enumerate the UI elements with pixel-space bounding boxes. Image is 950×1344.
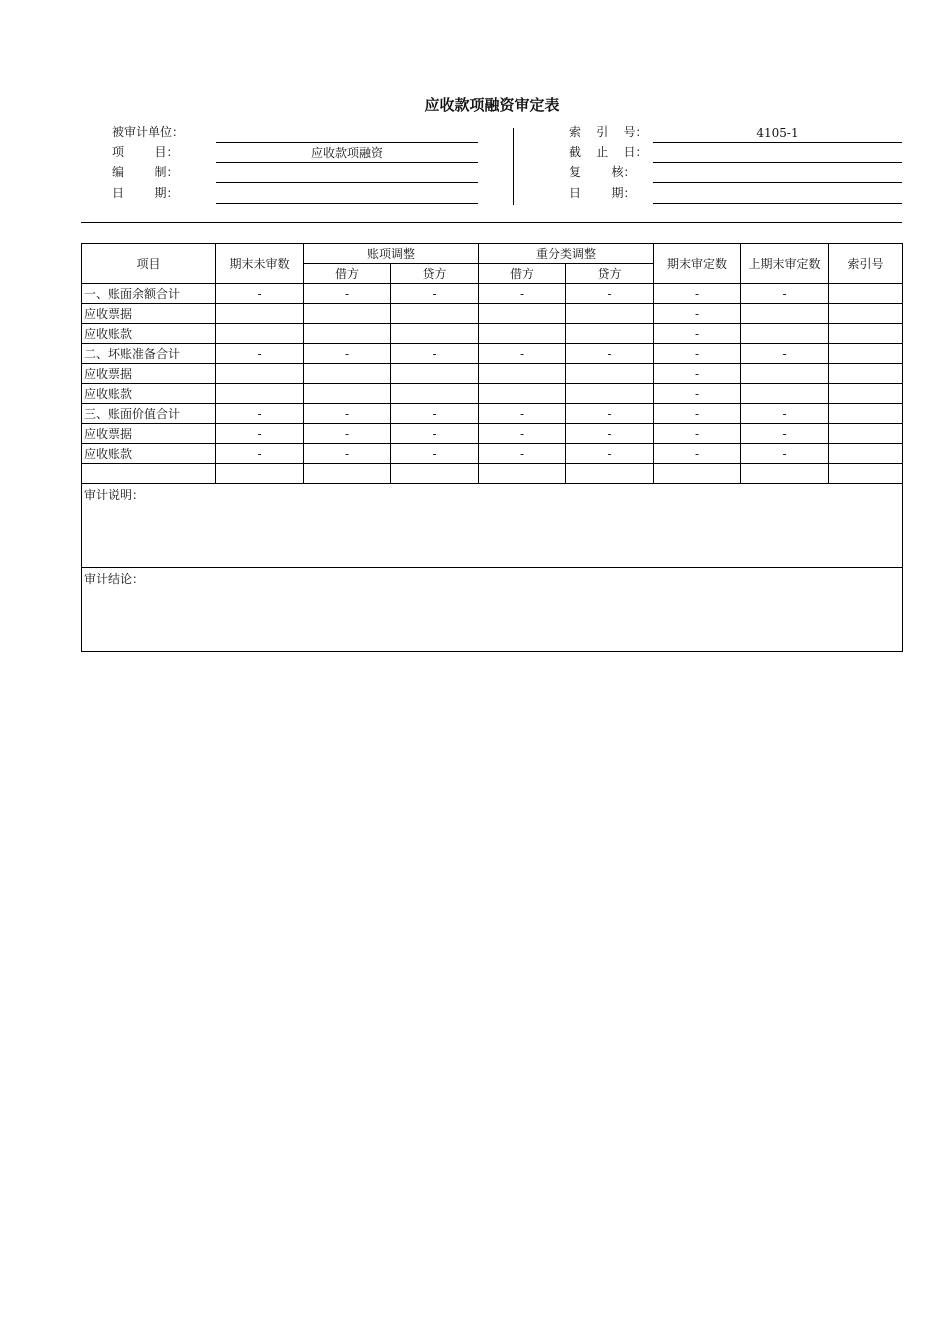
row-value-cell[interactable]: [566, 384, 654, 404]
row-value-cell[interactable]: [479, 304, 566, 324]
table-row: [82, 404, 903, 424]
row-value-cell[interactable]: -: [479, 344, 566, 364]
row-value-cell[interactable]: [216, 364, 304, 384]
row-value-cell[interactable]: -: [304, 404, 391, 424]
table-row: [82, 364, 903, 384]
col-audited-header: 期末审定数: [654, 244, 741, 284]
row-value-cell[interactable]: -: [566, 344, 654, 364]
reviewed-by-label: 复 核：: [569, 165, 636, 179]
row-value-cell[interactable]: [479, 364, 566, 384]
row-value-cell[interactable]: [391, 324, 479, 344]
prepared-by-label: 编 制：: [112, 165, 179, 179]
row-value-cell[interactable]: [304, 304, 391, 324]
cutoff-date-field[interactable]: [653, 143, 902, 163]
row-value-cell[interactable]: -: [304, 344, 391, 364]
audit-conclusion-label: 审计结论：: [84, 572, 145, 586]
row-value-cell[interactable]: -: [304, 424, 391, 444]
row-value-cell[interactable]: -: [654, 344, 741, 364]
row-value-cell[interactable]: -: [654, 364, 741, 384]
row-value-cell[interactable]: [479, 384, 566, 404]
audit-notes-cell[interactable]: [82, 484, 903, 568]
row-value-cell[interactable]: -: [566, 404, 654, 424]
row-value-cell[interactable]: -: [654, 444, 741, 464]
col-unaudited-header: 期末未审数: [216, 244, 304, 284]
row-value-cell[interactable]: -: [566, 424, 654, 444]
project-label: 项 目：: [112, 145, 179, 159]
row-value-cell[interactable]: [654, 464, 741, 484]
row-value-cell[interactable]: -: [391, 344, 479, 364]
page-title: 应收款项融资审定表: [424, 96, 560, 114]
prepared-by-field[interactable]: [216, 163, 478, 183]
row-item-label: 应收票据: [82, 364, 216, 384]
table-row: [82, 424, 903, 444]
row-item-label: 一、账面余额合计: [82, 284, 216, 304]
row-value-cell[interactable]: [829, 424, 903, 444]
row-value-cell[interactable]: -: [304, 444, 391, 464]
review-date-field[interactable]: [653, 184, 902, 204]
row-value-cell[interactable]: -: [741, 344, 829, 364]
row-value-cell[interactable]: -: [654, 424, 741, 444]
row-value-cell[interactable]: [304, 364, 391, 384]
review-date-label: 日 期：: [569, 186, 636, 200]
row-item-label: 应收票据: [82, 304, 216, 324]
row-value-cell[interactable]: -: [654, 384, 741, 404]
row-value-cell[interactable]: -: [216, 284, 304, 304]
row-value-cell[interactable]: -: [216, 404, 304, 424]
row-value-cell[interactable]: [829, 344, 903, 364]
table-row: [82, 304, 903, 324]
row-value-cell[interactable]: [304, 384, 391, 404]
row-item-label: 应收账款: [82, 384, 216, 404]
row-value-cell[interactable]: -: [654, 304, 741, 324]
col-debit2-header: 借方: [479, 264, 566, 284]
row-value-cell[interactable]: -: [216, 444, 304, 464]
row-item-label: 应收票据: [82, 424, 216, 444]
row-value-cell[interactable]: [391, 304, 479, 324]
col-debit-header: 借方: [304, 264, 391, 284]
table-row: [82, 284, 903, 304]
table-row: [82, 344, 903, 364]
row-value-cell[interactable]: -: [741, 424, 829, 444]
row-value-cell[interactable]: [829, 444, 903, 464]
row-value-cell[interactable]: [566, 464, 654, 484]
row-item-label: 应收账款: [82, 444, 216, 464]
row-value-cell[interactable]: [566, 304, 654, 324]
row-value-cell[interactable]: [741, 304, 829, 324]
row-value-cell[interactable]: [216, 324, 304, 344]
prepared-date-label: 日 期：: [112, 186, 179, 200]
row-value-cell[interactable]: [304, 324, 391, 344]
row-item-label: 应收账款: [82, 324, 216, 344]
table-row: [82, 444, 903, 464]
row-value-cell[interactable]: [741, 364, 829, 384]
table-body: [82, 284, 903, 484]
row-value-cell[interactable]: [566, 364, 654, 384]
row-value-cell[interactable]: [829, 284, 903, 304]
row-value-cell[interactable]: -: [566, 284, 654, 304]
row-value-cell[interactable]: [741, 384, 829, 404]
header-divider: [513, 128, 514, 205]
row-item-label: [82, 464, 216, 484]
header-rule: [81, 222, 902, 223]
table-row: [82, 384, 903, 404]
col-acct-adj-header: 账项调整: [304, 244, 479, 264]
row-value-cell[interactable]: -: [654, 324, 741, 344]
col-item-header: 项目: [82, 244, 216, 284]
row-value-cell[interactable]: -: [741, 284, 829, 304]
reviewed-by-field[interactable]: [653, 163, 902, 183]
row-value-cell[interactable]: [829, 364, 903, 384]
audit-conclusion-cell[interactable]: [82, 568, 903, 652]
row-value-cell[interactable]: -: [654, 284, 741, 304]
row-value-cell[interactable]: -: [216, 344, 304, 364]
row-value-cell[interactable]: [829, 464, 903, 484]
row-value-cell[interactable]: -: [304, 284, 391, 304]
row-value-cell[interactable]: -: [479, 444, 566, 464]
row-value-cell[interactable]: -: [391, 404, 479, 424]
col-prior-audited-header: 上期末审定数: [741, 244, 829, 284]
row-value-cell[interactable]: [391, 384, 479, 404]
index-number-field[interactable]: 4105-1: [653, 123, 902, 143]
row-value-cell[interactable]: -: [741, 444, 829, 464]
row-item-label: 二、坏账准备合计: [82, 344, 216, 364]
row-value-cell[interactable]: [479, 324, 566, 344]
row-value-cell[interactable]: [566, 324, 654, 344]
table-row: [82, 464, 903, 484]
row-value-cell[interactable]: [829, 384, 903, 404]
row-value-cell[interactable]: [829, 404, 903, 424]
row-item-label: 三、账面价值合计: [82, 404, 216, 424]
row-value-cell[interactable]: -: [479, 424, 566, 444]
row-value-cell[interactable]: [216, 384, 304, 404]
row-value-cell[interactable]: [216, 464, 304, 484]
audited-entity-field[interactable]: [216, 123, 478, 143]
row-value-cell[interactable]: [304, 464, 391, 484]
row-value-cell[interactable]: [741, 464, 829, 484]
row-value-cell[interactable]: -: [391, 424, 479, 444]
row-value-cell[interactable]: -: [566, 444, 654, 464]
table-row: [82, 324, 903, 344]
row-value-cell[interactable]: [479, 464, 566, 484]
row-value-cell[interactable]: [216, 304, 304, 324]
row-value-cell[interactable]: -: [391, 444, 479, 464]
col-reclass-adj-header: 重分类调整: [479, 244, 654, 264]
row-value-cell[interactable]: -: [216, 424, 304, 444]
project-field[interactable]: 应收款项融资: [216, 143, 478, 163]
audit-notes-label: 审计说明：: [84, 488, 145, 502]
audited-entity-label: 被审计单位：: [112, 125, 185, 139]
col-credit-header: 贷方: [391, 264, 479, 284]
cutoff-date-label: 截 止 日：: [569, 145, 648, 159]
row-value-cell[interactable]: -: [741, 404, 829, 424]
row-value-cell[interactable]: [829, 324, 903, 344]
prepared-date-field[interactable]: [216, 184, 478, 204]
row-value-cell[interactable]: [391, 364, 479, 384]
row-value-cell[interactable]: -: [479, 404, 566, 424]
row-value-cell[interactable]: -: [391, 284, 479, 304]
row-value-cell[interactable]: -: [479, 284, 566, 304]
audit-table: [81, 243, 903, 652]
row-value-cell[interactable]: [829, 304, 903, 324]
col-index-header: 索引号: [829, 244, 903, 284]
col-credit2-header: 贷方: [566, 264, 654, 284]
row-value-cell[interactable]: [391, 464, 479, 484]
row-value-cell[interactable]: -: [654, 404, 741, 424]
row-value-cell[interactable]: [741, 324, 829, 344]
index-number-label: 索 引 号：: [569, 125, 648, 139]
